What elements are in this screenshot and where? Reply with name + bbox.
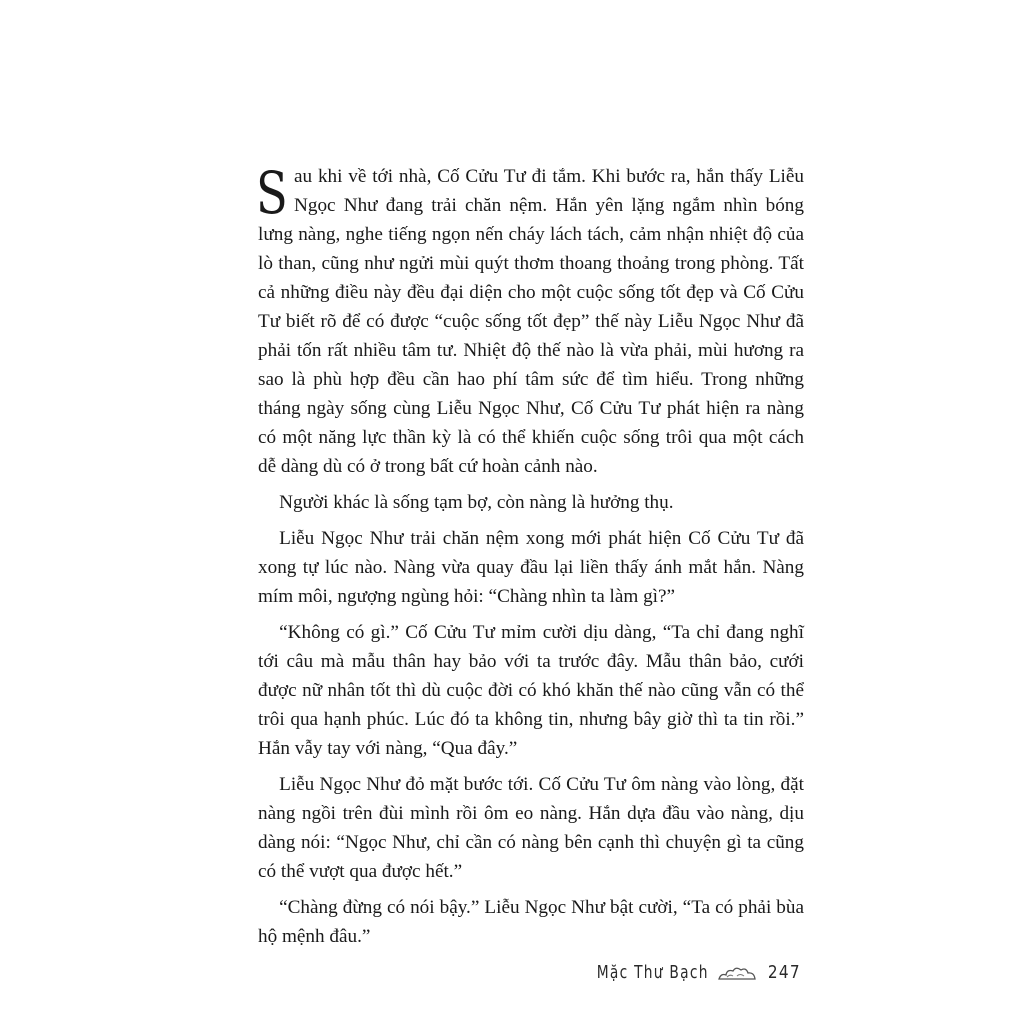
page-footer — [577, 962, 804, 983]
paragraph-4: “Không có gì.” Cố Cửu Tư mỉm cười dịu dàng, “Ta chỉ đang nghĩ tới câu mà mẫu thân hay bảo với ta trước đây. Mẫu thân bảo, cưới được nữ nhân tốt thì dù cuộc đời có khó khăn thế nào cũng vẫn có thể trôi qua hạnh phúc. Lúc đó ta không tin, nhưng bây giờ thì ta tin rồi.” Hắn vẫy tay với nàng, “Qua đây.” — [258, 622, 804, 759]
paragraph-5: Liễu Ngọc Như đỏ mặt bước tới. Cố Cửu Tư ôm nàng vào lòng, đặt nàng ngồi trên đùi mình rồi ôm eo nàng. Hắn dựa đầu vào nàng, dịu dàng nói: “Ngọc Như, chỉ cần có nàng bên cạnh thì chuyện gì ta cũng có thể vượt qua được hết.” — [258, 774, 804, 882]
page-number: 247 — [768, 962, 802, 983]
paragraph-1 — [256, 159, 804, 481]
paragraph-6: “Chàng đừng có nói bậy.” Liễu Ngọc Như bật cười, “Ta có phải bùa hộ mệnh đâu.” — [258, 897, 804, 947]
cloud-ornament-icon — [717, 964, 757, 982]
chapter-body — [256, 159, 804, 958]
paragraph-1-text: au khi về tới nhà, Cố Cửu Tư đi tắm. Khi bước ra, hắn thấy Liễu Ngọc Như đang trải chăn nệm. Hắn yên lặng ngắm nhìn bóng lưng nàng, nghe tiếng ngọn nến cháy lách tách, cảm nhận nhiệt độ của lò than, cũng như ngửi mùi quýt thơm thoang thoảng trong phòng. Tất cả những điều này đều đại diện cho một cuộc sống tốt đẹp và Cố Cửu Tư biết rõ để có được “cuộc sống tốt đẹp” thế này Liễu Ngọc Như đã phải tốn rất nhiều tâm tư. Nhiệt độ thế nào là vừa phải, mùi hương ra sao là phù hợp đều cần hao phí tâm sức để tìm hiểu. Trong những tháng ngày sống cùng Liễu Ngọc Như, Cố Cửu Tư phát hiện ra nàng có một năng lực thần kỳ là có thể khiến cuộc sống trôi qua một cách dễ dàng dù có ở trong bất cứ hoàn cảnh nào. — [258, 166, 804, 477]
drop-cap: S — [256, 159, 288, 227]
paragraph-3: Liễu Ngọc Như trải chăn nệm xong mới phát hiện Cố Cửu Tư đã xong tự lúc nào. Nàng vừa quay đầu lại liền thấy ánh mắt hắn. Nàng mím môi, ngượng ngùng hỏi: “Chàng nhìn ta làm gì?” — [258, 528, 804, 607]
paragraph-2: Người khác là sống tạm bợ, còn nàng là hưởng thụ. — [279, 492, 674, 513]
author-name: Mặc Thư Bạch — [597, 962, 710, 983]
